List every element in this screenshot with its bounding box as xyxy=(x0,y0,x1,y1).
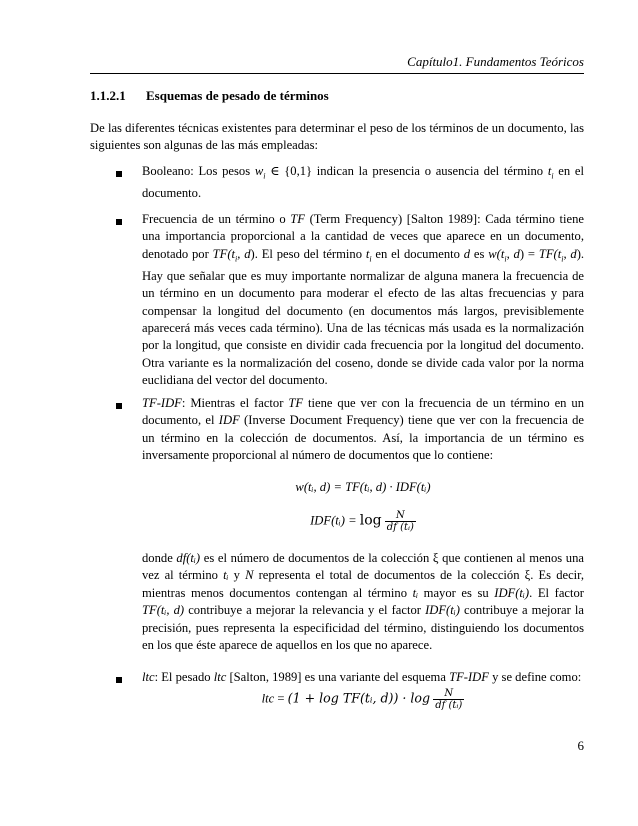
text: i xyxy=(561,254,564,264)
section-heading: Esquemas de pesado de términos xyxy=(146,88,329,103)
text: (t xyxy=(553,246,562,261)
text: representa el total de documentos de la colección ξ. Es decir, mientras menos documentos contengan al término xyxy=(142,568,585,600)
text: tiene que ver con la frecuencia de un término en un documento, el xyxy=(142,396,584,428)
text: d xyxy=(463,246,471,261)
denominator: df (tᵢ) xyxy=(386,522,414,533)
formula-text: = xyxy=(274,691,288,706)
text: ∈ {0,1} indican la presencia o ausencia del término xyxy=(265,164,548,178)
text: es xyxy=(470,246,489,261)
text: ) = xyxy=(519,246,539,261)
text: [Salton, 1989] es una variante del esquema xyxy=(226,670,450,684)
text: w xyxy=(488,246,497,261)
text: (Term Frequency) [Salton 1989]: Cada término tiene una importancia proporcional a la cantidad de veces que aparece en un documento, denotado por xyxy=(142,212,584,261)
item-tfidf-explanation xyxy=(142,550,584,654)
fraction xyxy=(385,510,416,533)
text: tᵢ xyxy=(412,585,419,600)
text: Frecuencia de un término o xyxy=(142,212,291,226)
text: . El factor xyxy=(529,585,584,600)
numerator: N xyxy=(444,688,454,699)
text: (Inverse Document Frequency) tiene que ver con la frecuencia de un término en la colección de documentos. Así, la importancia de un término es inversamente proporcional al número de documentos que lo contiene: xyxy=(142,413,585,463)
text: ). xyxy=(576,246,585,261)
item-ltc xyxy=(142,669,584,686)
text: t xyxy=(547,164,552,178)
running-header: Capítulo1. Fundamentos Teóricos xyxy=(407,54,584,69)
numerator: N xyxy=(395,510,405,521)
text: df(tᵢ) xyxy=(176,551,201,565)
item-booleano xyxy=(142,163,584,202)
text: ltc xyxy=(142,670,155,684)
text: Booleano: Los pesos xyxy=(142,164,255,178)
text: : El pesado xyxy=(154,670,214,684)
text: (t xyxy=(496,246,505,261)
formula-text: (1 + log TF(tᵢ, d)) · log xyxy=(287,690,431,706)
formula-ltc xyxy=(142,688,584,711)
bullet-icon xyxy=(116,214,126,225)
text: donde xyxy=(142,551,177,565)
text: y xyxy=(228,568,246,583)
text: TF xyxy=(212,246,228,261)
intro-paragraph: De las diferentes técnicas existentes para determinar el peso de los términos de un documento, las siguientes son algunas de las más empleadas: xyxy=(90,121,584,153)
formula-text: ltc xyxy=(261,691,275,706)
text: contribuye a mejorar la relevancia y el factor xyxy=(184,603,426,618)
page-number: 6 xyxy=(577,738,584,753)
text: mayor es su xyxy=(418,585,495,600)
text: en el documento. xyxy=(142,164,584,200)
text: i xyxy=(235,254,238,264)
text: contribuye a mejorar la precisión, pues representa la especificidad del término, distinguiendo los documentos en los que éste aparece de aquellos en los que no aparece. xyxy=(142,603,584,653)
text: t xyxy=(365,246,370,261)
text: i xyxy=(551,171,554,181)
section-number: 1.1.2.1 xyxy=(90,88,126,103)
formula-text: IDF(tᵢ) = xyxy=(310,513,360,528)
text: en el documento xyxy=(371,246,464,261)
section-title xyxy=(90,88,329,104)
text: TF-IDF xyxy=(449,670,489,684)
text: y se define como: xyxy=(488,670,582,684)
text: , d xyxy=(237,246,251,261)
bullet-icon xyxy=(116,398,126,409)
text: i xyxy=(504,254,507,264)
item-tfidf xyxy=(142,395,584,465)
bullet-icon xyxy=(116,166,126,177)
header-rule xyxy=(90,73,584,74)
formula-weight xyxy=(142,480,584,495)
text: , d xyxy=(506,246,520,261)
text: ). El peso del término xyxy=(250,246,366,261)
text: (t xyxy=(227,246,236,261)
text: ltc xyxy=(213,670,227,684)
formula-text: w(tᵢ, d) = TF(tᵢ, d) · IDF(tᵢ) xyxy=(295,480,431,494)
text: w xyxy=(254,164,264,178)
text: es el número de documentos de la colección ξ que contienen al menos una vez al término xyxy=(142,551,584,583)
text: : Mientras el factor xyxy=(181,396,289,410)
text: IDF(tᵢ) xyxy=(494,585,530,600)
denominator: df (tᵢ) xyxy=(435,700,463,711)
text: tᵢ xyxy=(223,568,229,583)
text: TF xyxy=(290,212,305,226)
text: TF xyxy=(288,396,304,410)
text: IDF(tᵢ) xyxy=(425,603,460,618)
bullet-icon xyxy=(116,672,126,683)
text: TF-IDF xyxy=(142,396,182,410)
text: Hay que señalar que es muy importante normalizar de alguna manera la frecuencia de un término en un documento para moderar el efecto de las altas frecuencias y para compensar la longitud del documento (en documentos más largos, previsiblemente aparecerá más veces cada término). Una de las técnicas más usada es la normalización por la longitud, que consiste en dividir cada frecuencia por la longitud del documento. Otra variante es la normalización del coseno, donde se divide cada valor por la norma euclidiana del vector del documento. xyxy=(142,268,584,388)
fraction xyxy=(433,688,464,711)
text: N xyxy=(245,568,254,583)
text: i xyxy=(263,171,266,181)
text: i xyxy=(369,254,372,264)
text: IDF xyxy=(218,413,240,428)
item-tf xyxy=(142,211,584,390)
text: , d xyxy=(563,246,577,261)
text: TF(tᵢ, d) xyxy=(142,603,185,618)
text: TF xyxy=(538,246,554,261)
formula-idf xyxy=(142,510,584,533)
formula-text: log xyxy=(359,512,382,529)
